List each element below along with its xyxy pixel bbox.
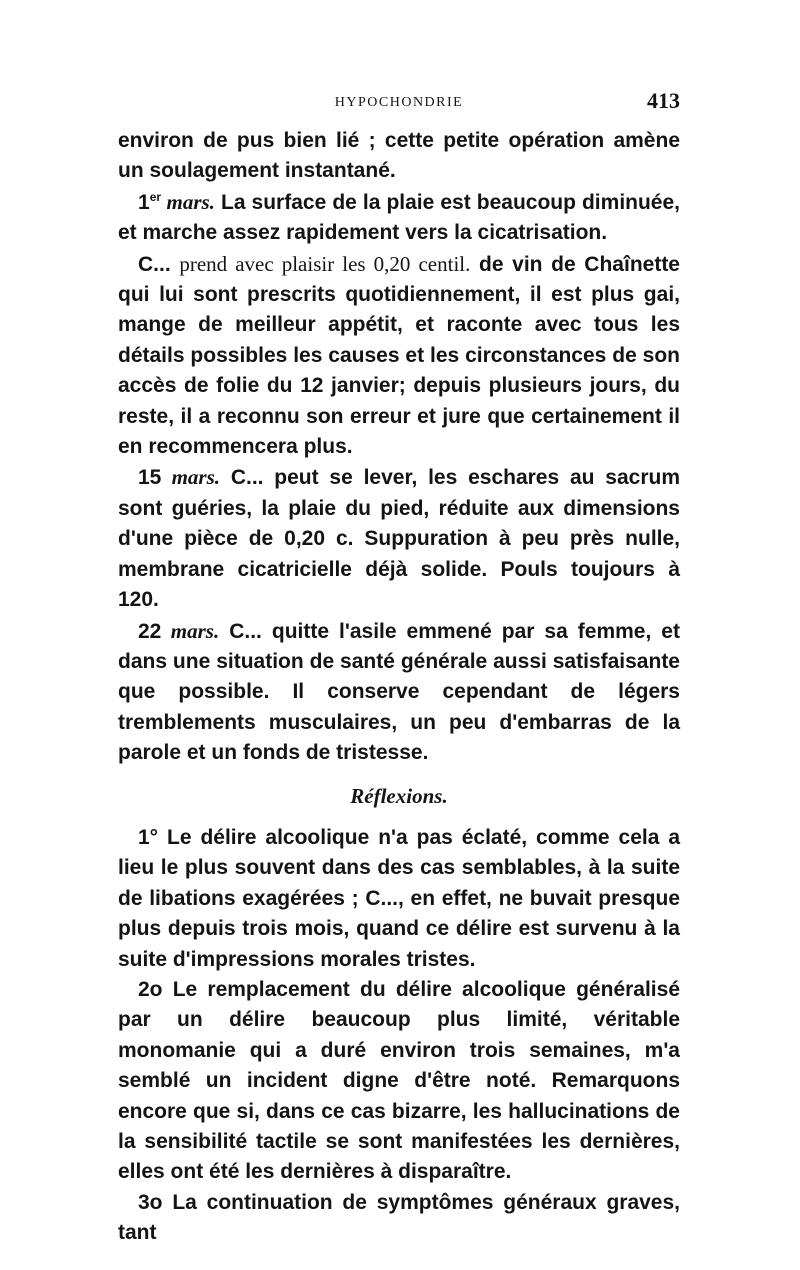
reflection-1: 1° Le délire alcoolique n'a pas éclaté, comme cela a lieu le plus souvent dans des cas semblables, à la suite de libations exagérées ; C..., en effet, ne buvait presque plus depuis trois mois, quand ce délire est survenu à la suite d'impressions morales tristes. bbox=[118, 825, 680, 971]
page-header bbox=[118, 88, 680, 118]
entry-date: 15 mars. bbox=[138, 465, 221, 490]
paragraph-continuation: environ de pus bien lié ; cette petite opération amène un soulagement instantané. bbox=[118, 129, 680, 183]
paragraph-patient-wine: C... prend avec plaisir les 0,20 centil. de vin de Chaînette qui lui sont prescrits quotidiennement, il est plus gai, mange de meilleur appétit, et raconte avec tous les détails possibles les causes et les circonstances de son accès de folie du 12 janvier; depuis plusieurs jours, du reste, il a reconnu son erreur et jure que certainement il en recommencera plus. bbox=[118, 251, 680, 459]
paragraph-march-15: 15 mars. C... peut se lever, les eschares au sacrum sont guéries, la plaie du pied, réduite aux dimensions d'une pièce de 0,20 c. Suppuration à peu près nulle, membrane cicatricielle déjà solide. Pouls toujours à 120. bbox=[118, 465, 680, 612]
reflection-2: 2o Le remplacement du délire alcoolique généralisé par un délire beaucoup plus limité, véritable monomanie qui a duré environ trois semaines, m'a semblé un incident digne d'être noté. Remarquons encore que si, dans ce cas bizarre, les hallucinations de la sensibilité tactile se sont manifestées les dernières, elles ont été les dernières à disparaître. bbox=[118, 977, 680, 1184]
body-text bbox=[118, 126, 680, 1249]
entry-date: 22 mars. bbox=[138, 618, 220, 643]
running-head: HYPOCHONDRIE bbox=[334, 95, 464, 110]
entry-date: 1er mars. bbox=[138, 189, 215, 214]
page-number: 413 bbox=[647, 88, 680, 113]
reflection-3: 3o La continuation de symptômes généraux graves, tant bbox=[118, 1190, 680, 1245]
paragraph-march-22: 22 mars. C... quitte l'asile emmené par sa femme, et dans une situation de santé générale aussi satisfaisante que possible. Il conserve cependant de légers tremblements musculaires, un peu d'embarras de la parole et un fonds de tristesse. bbox=[118, 618, 680, 765]
section-heading: Réflexions. bbox=[350, 783, 448, 808]
paragraph-march-1: 1er mars. La surface de la plaie est beaucoup diminuée, et marche assez rapidement vers la cicatrisation. bbox=[118, 189, 680, 245]
